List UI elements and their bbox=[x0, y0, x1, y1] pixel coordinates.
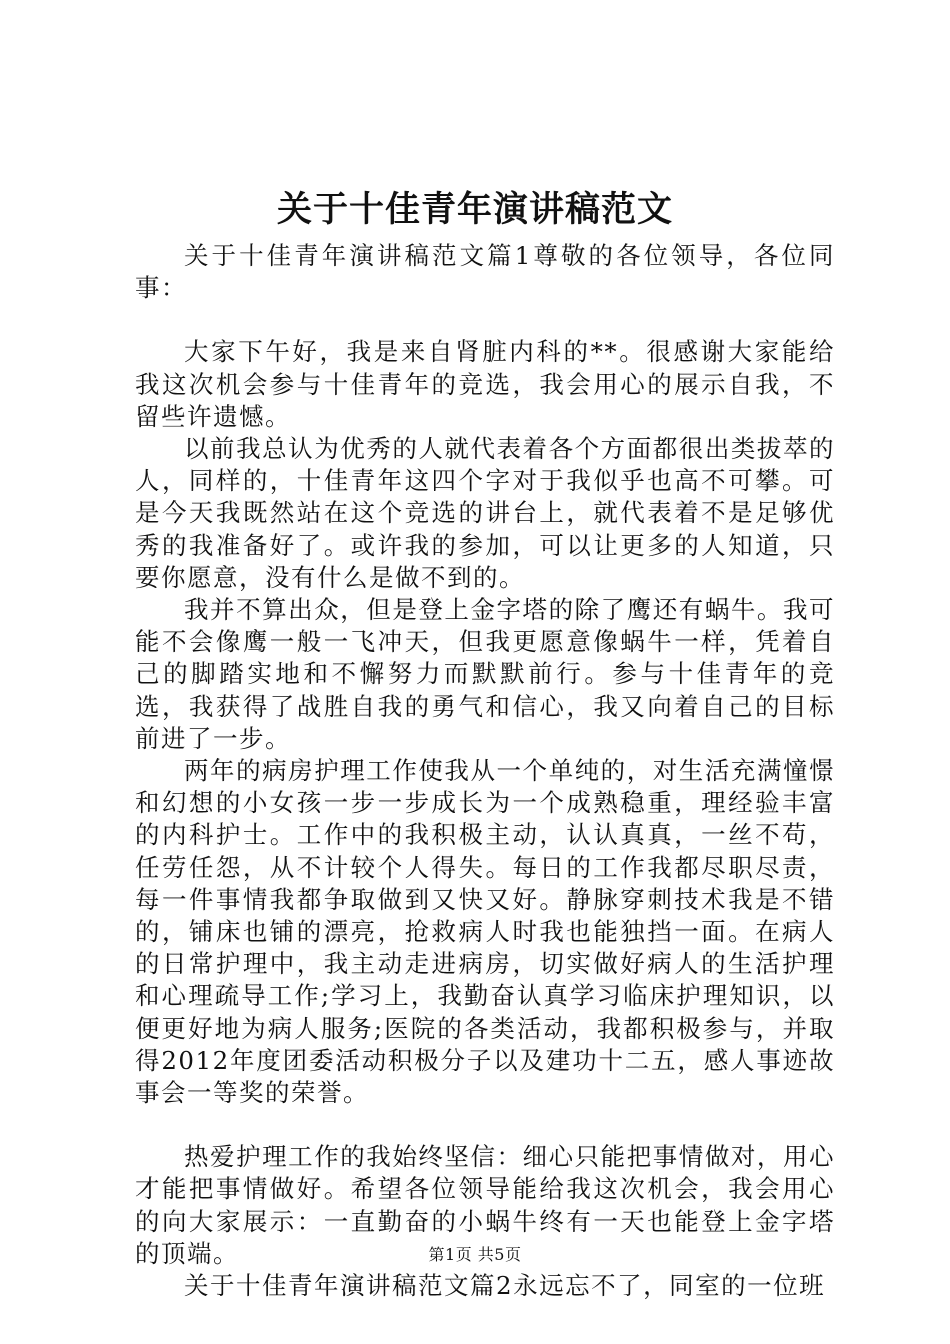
paragraph-7: 关于十佳青年演讲稿范文篇2永远忘不了，同室的一位班 bbox=[184, 1271, 826, 1301]
document-title: 关于十佳青年演讲稿范文 bbox=[276, 189, 673, 230]
paragraph-2: 大家下午好，我是来自肾脏内科的**。很感谢大家能给我这次机会参与十佳青年的竞选，我会用心的展示自我，不留些许遗憾。 bbox=[135, 337, 835, 431]
paragraph-4: 我并不算出众，但是登上金字塔的除了鹰还有蜗牛。我可能不会像鹰一般一飞冲天，但我更愿意像蜗牛一样，凭着自己的脚踏实地和不懈努力而默默前行。参与十佳青年的竞选，我获得了战胜自我的勇气和信心，我又向着自己的目标前进了一步。 bbox=[135, 595, 835, 753]
paragraph-1: 关于十佳青年演讲稿范文篇1尊敬的各位领导，各位同事： bbox=[135, 241, 835, 303]
paragraph-6: 热爱护理工作的我始终坚信：细心只能把事情做对，用心才能把事情做好。希望各位领导能给我这次机会，我会用心的向大家展示：一直勤奋的小蜗牛终有一天也能登上金字塔的顶端。 bbox=[135, 1142, 835, 1268]
document-body bbox=[135, 240, 835, 1302]
paragraph-5: 两年的病房护理工作使我从一个单纯的，对生活充满憧憬和幻想的小女孩一步一步成长为一个成熟稳重，理经验丰富的内科护士。工作中的我积极主动，认认真真，一丝不苟，任劳任怨，从不计较个人得失。每日的工作我都尽职尽责，每一件事情我都争取做到又快又好。静脉穿刺技术我是不错的，铺床也铺的漂亮，抢救病人时我也能独挡一面。在病人的日常护理中，我主动走进病房，切实做好病人的生活护理和心理疏导工作;学习上，我勤奋认真学习临床护理知识，以便更好地为病人服务;医院的各类活动，我都积极参与，并取得2012年度团委活动积极分子以及建功十二五，感人事迹故事会一等奖的荣誉。 bbox=[135, 756, 835, 1108]
paragraph-3: 以前我总认为优秀的人就代表着各个方面都很出类拔萃的人，同样的，十佳青年这四个字对于我似乎也高不可攀。可是今天我既然站在这个竞选的讲台上，就代表着不是足够优秀的我准备好了。或许我的参加，可以让更多的人知道，只要你愿意，没有什么是做不到的。 bbox=[135, 434, 835, 592]
page-number-footer: 第1页 共5页 bbox=[428, 1245, 522, 1264]
